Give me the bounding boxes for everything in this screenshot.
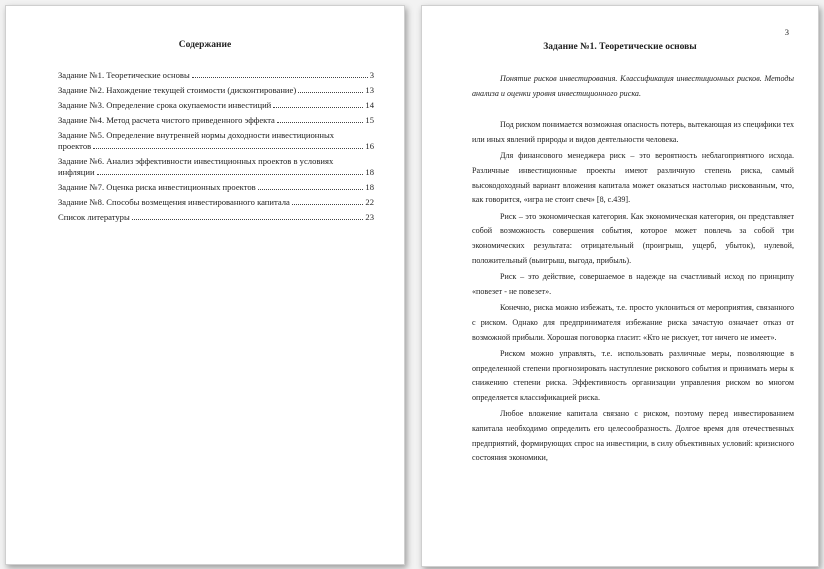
paragraph: Для финансового менеджера риск – это вероятность неблагоприятного исхода. Различные инвестиционные проекты имеют различную степень риска, самый высокодоходный вариант вложения капитала может оказаться настолько рискованным, что, как говорится, «игра не стоит свеч» [8, с.439]. (472, 151, 794, 205)
body-text (472, 72, 794, 468)
toc-entry-text: Задание №7. Оценка риска инвестиционных проектов (58, 182, 256, 192)
toc-entry (58, 182, 374, 193)
toc-entry-text: Задание №2. Нахождение текущей стоимости (дисконтирование) (58, 85, 297, 95)
toc-entry (58, 100, 374, 111)
paragraphs (472, 118, 794, 466)
toc-entry (58, 85, 374, 96)
toc-row (58, 167, 374, 178)
toc-entry-text: Список литературы (58, 212, 130, 222)
toc-entry-text: Задание №1. Теоретические основы (58, 70, 190, 80)
toc-page-number: 18 (365, 182, 374, 192)
right-page (421, 5, 819, 567)
toc-entry-text: Задание №3. Определение срока окупаемости инвестиций (58, 100, 272, 110)
paragraph: Риск – это действие, совершаемое в надежде на счастливый исход по принципу «повезет - не повезет». (472, 272, 794, 296)
toc-row (58, 197, 374, 208)
toc-entry-line: Задание №6. Анализ эффективности инвестиционных проектов в условиях (58, 156, 334, 166)
toc-leader-dots (93, 147, 363, 149)
toc-entry (58, 115, 374, 126)
toc-row (58, 85, 374, 96)
toc-leader-dots (258, 188, 364, 190)
section-title: Задание №1. Теоретические основы (543, 42, 697, 52)
toc-page-number: 16 (365, 141, 374, 151)
toc-entry-text: проектов (58, 141, 92, 151)
page-number: 3 (784, 27, 789, 37)
toc-row (58, 70, 374, 81)
paragraph: Под риском понимается возможная опасность потерь, вытекающая из специфики тех или иных явлений природы и видов деятельности человека. (472, 120, 794, 144)
left-page (5, 5, 405, 565)
paragraph: Конечно, риска можно избежать, т.е. просто уклониться от мероприятия, связанного с риском. Однако для предпринимателя избежание риска зачастую означает отказ от возможной прибыли. Хорошая поговорка гласит: «Кто не рискует, тот ничего не имеет». (472, 303, 794, 342)
toc-row (58, 100, 374, 111)
toc-row (58, 141, 374, 152)
toc-page-number: 18 (365, 167, 374, 177)
toc-entry (58, 70, 374, 81)
toc-row (58, 182, 374, 193)
toc-entry (58, 130, 374, 152)
paragraph: Риск – это экономическая категория. Как экономическая категория, он представляет собой возможность совершения события, которое может повлечь за собой три экономических результата: отрицательный (проигрыш, ущерб, убыток), нулевой, положительный (выигрыш, выгода, прибыль). (472, 211, 794, 265)
toc-entry-line: Задание №5. Определение внутренней нормы доходности инвестиционных (58, 130, 335, 140)
toc-entry-text: Задание №4. Метод расчета чистого приведенного эффекта (58, 115, 275, 125)
toc-page-number: 15 (365, 115, 374, 125)
toc-page-number: 13 (365, 85, 374, 95)
section-subtitle: Понятие рисков инвестирования. Классификация инвестиционных рисков. Методы анализа и оценки уровня инвестиционного риска. (472, 74, 794, 98)
toc-entry (58, 197, 374, 208)
toc-entry (58, 156, 374, 178)
toc-entry-text: инфляции (58, 167, 95, 177)
toc-leader-dots (298, 91, 363, 93)
paragraph: Риском можно управлять, т.е. использовать различные меры, позволяющие в определенной степени прогнозировать наступление рискового события и принимать меры к снижению степени риска. Эффективность организации управления риском во многом определяется классификацией риска. (472, 349, 794, 402)
toc-page-number: 23 (365, 212, 374, 222)
toc-page-number: 22 (365, 197, 374, 207)
toc-leader-dots (97, 173, 364, 175)
toc-title: Содержание (178, 40, 232, 50)
toc-row (58, 115, 374, 126)
toc-leader-dots (192, 76, 368, 78)
table-of-contents (58, 70, 374, 227)
toc-leader-dots (273, 106, 363, 108)
toc-leader-dots (292, 203, 364, 205)
toc-row (58, 212, 374, 223)
toc-leader-dots (277, 121, 364, 123)
toc-page-number: 14 (365, 100, 374, 110)
toc-leader-dots (132, 218, 364, 220)
toc-entry-text: Задание №8. Способы возмещения инвестированного капитала (58, 197, 290, 207)
paragraph: Любое вложение капитала связано с риском, поэтому перед инвестированием капитала необходимо определить его целесообразность. Долгое время для отечественных предприятий, формирующих спрос на инвестиции, в силу объективных условий: кризисного состояния экономики, (472, 409, 794, 463)
toc-entry (58, 212, 374, 223)
toc-page-number: 3 (369, 70, 374, 80)
